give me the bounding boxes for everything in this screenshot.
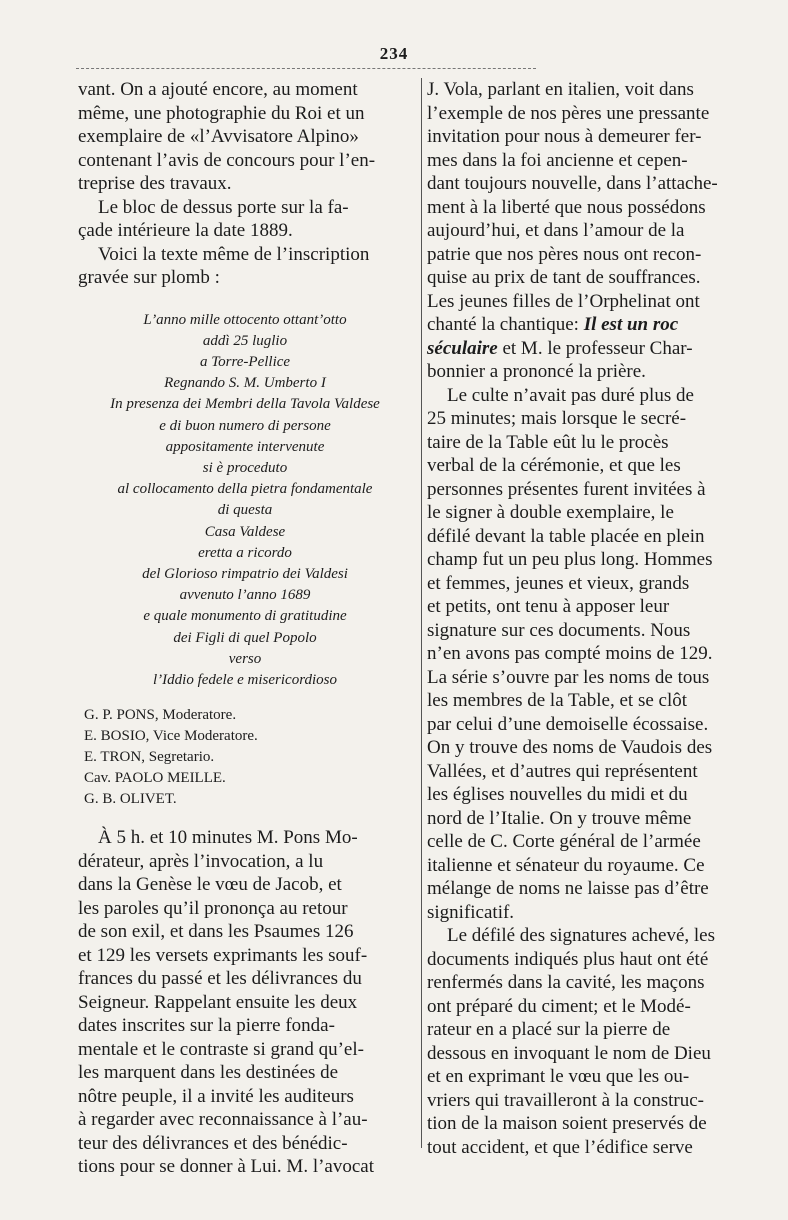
right-column	[427, 78, 749, 1159]
hymn-title-part-2: séculaire	[427, 337, 498, 359]
left-paragraph-4: À 5 h. et 10 minutes M. Pons Mo- dérateur, après l’invocation, a lu dans la Genèse le vœu de Jacob, et les paroles qu’il prononça au retour de son exil, et dans les Psaumes 126 et 129 les versets exprimants les souf- frances du passé et les délivrances du Seigneur. Rappelant ensuite les deux dates inscrites sur la pierre fonda- mentale et le contraste si grand qu’el- les marquent dans les destinées de nôtre peuple, il a invité les auditeurs à regarder avec reconnaissance à l’au- teur des délivrances et des bénédic- tions pour se donner à Lui. M. l’avocat	[78, 827, 375, 1178]
text-line: a Torre-Pellice	[199, 353, 291, 370]
text-line: di questa	[217, 502, 273, 519]
text-line: e di buon numero di persone	[159, 417, 331, 434]
line-chanté: chanté la chantique:	[427, 314, 584, 335]
right-paragraph-1	[427, 78, 749, 384]
text-line: del Glorioso rimpatrio dei Valdesi	[142, 565, 348, 582]
text-line: si è proceduto	[202, 459, 288, 476]
left-paragraph-3: Voici la texte même de l’inscription gravée sur plomb :	[78, 243, 370, 288]
text-line: Cav. PAOLO MEILLE.	[84, 770, 226, 787]
text-line: l’Iddio fedele e misericordioso	[153, 671, 337, 688]
text-line: al collocamento della pietra fondamentale	[117, 481, 373, 498]
left-paragraph-2: Le bloc de dessus porte sur la fa- çade intérieure la date 1889.	[78, 196, 349, 241]
text-line: G. P. PONS, Moderatore.	[84, 707, 237, 724]
text-line: eretta a ricordo	[198, 544, 292, 561]
text-line: Casa Valdese	[204, 523, 286, 540]
line-professeur: et M. le professeur Char-	[497, 337, 693, 359]
right-paragraph-3: Le défilé des signatures achevé, les documents indiqués plus haut ont été renfermés dans la cavité, les maçons ont préparé du ciment; et le Modé- rateur en a placé sur la pierre de dessous en invoquant le nom de Dieu et en exprimant le vœu que les ou- vriers qui travailleront à la construc- tion de la maison soient preservés de tout accident, et que l’édifice serve	[427, 925, 715, 1158]
text-line: G. B. OLIVET.	[84, 791, 177, 808]
right-paragraph-2: Le culte n’avait pas duré plus de 25 minutes; mais lorsque le secré- taire de la Table eût lu le procès verbal de la cérémonie, et que les personnes présentes furent invitées à le signer à double exemplaire, le défilé devant la table placée en plein champ fut un peu plus long. Hommes et femmes, jeunes et vieux, grands et petits, ont tenu à apposer leur signature sur ces documents. Nous n’en avons pas compté moins de 129. La série s’ouvre par les noms de tous les membres de la Table, et se clôt par celui d’une demoiselle écossaise. On y trouve des noms de Vaudois des Vallées, et d’autres qui représentent les églises nouvelles du midi et du nord de l’Italie. On y trouve même celle de C. Corte général de l’armée italienne et sénateur du royaume. Ce mélange de noms ne laisse pas d’être significatif.	[427, 384, 713, 923]
text-line: E. TRON, Segretario.	[84, 749, 215, 766]
column-divider	[421, 78, 422, 1148]
text-line: Regnando S. M. Umberto I	[164, 375, 326, 392]
signatories-list	[84, 705, 408, 810]
text-line: In presenza dei Membri della Tavola Valdese	[110, 396, 380, 413]
text-line: dei Figli di quel Popolo	[173, 629, 317, 646]
right-paragraph-1-tail: bonnier a prononcé la prière.	[427, 361, 646, 382]
header-rule	[76, 68, 536, 69]
hymn-title-part-1: Il est un roc	[583, 314, 679, 335]
inscription-text	[82, 310, 408, 692]
left-column	[78, 78, 408, 1179]
text-line: appositamente intervenute	[165, 438, 325, 455]
right-paragraph-1-body: J. Vola, parlant en italien, voit dans l’exemple de nos pères une pressante invitation pour nous à demeurer fer- mes dans la foi ancienne et cepen- dant toujours nouvelle, dans l’attache- ment à la liberté que nous possédons aujourd’hui, et dans l’amour de la patrie que nos pères nous ont recon- quise au prix de tant de souffrances. Les jeunes filles de l’Orphelinat ont	[427, 79, 718, 312]
text-line: E. BOSIO, Vice Moderatore.	[84, 728, 258, 745]
text-line: addì 25 luglio	[202, 332, 288, 349]
text-line: e quale monumento di gratitudine	[143, 608, 347, 625]
text-line: L’anno mille ottocento ottant’otto	[143, 311, 347, 328]
left-paragraph-1: vant. On a ajouté encore, au moment même, une photographie du Roi et un exemplaire de «l’Avvisatore Alpino» contenant l’avis de concours pour l’en- treprise des travaux.	[78, 79, 376, 194]
text-line: verso	[228, 650, 262, 667]
text-line: avvenuto l’anno 1689	[179, 587, 311, 604]
page-number: 234	[379, 44, 409, 63]
